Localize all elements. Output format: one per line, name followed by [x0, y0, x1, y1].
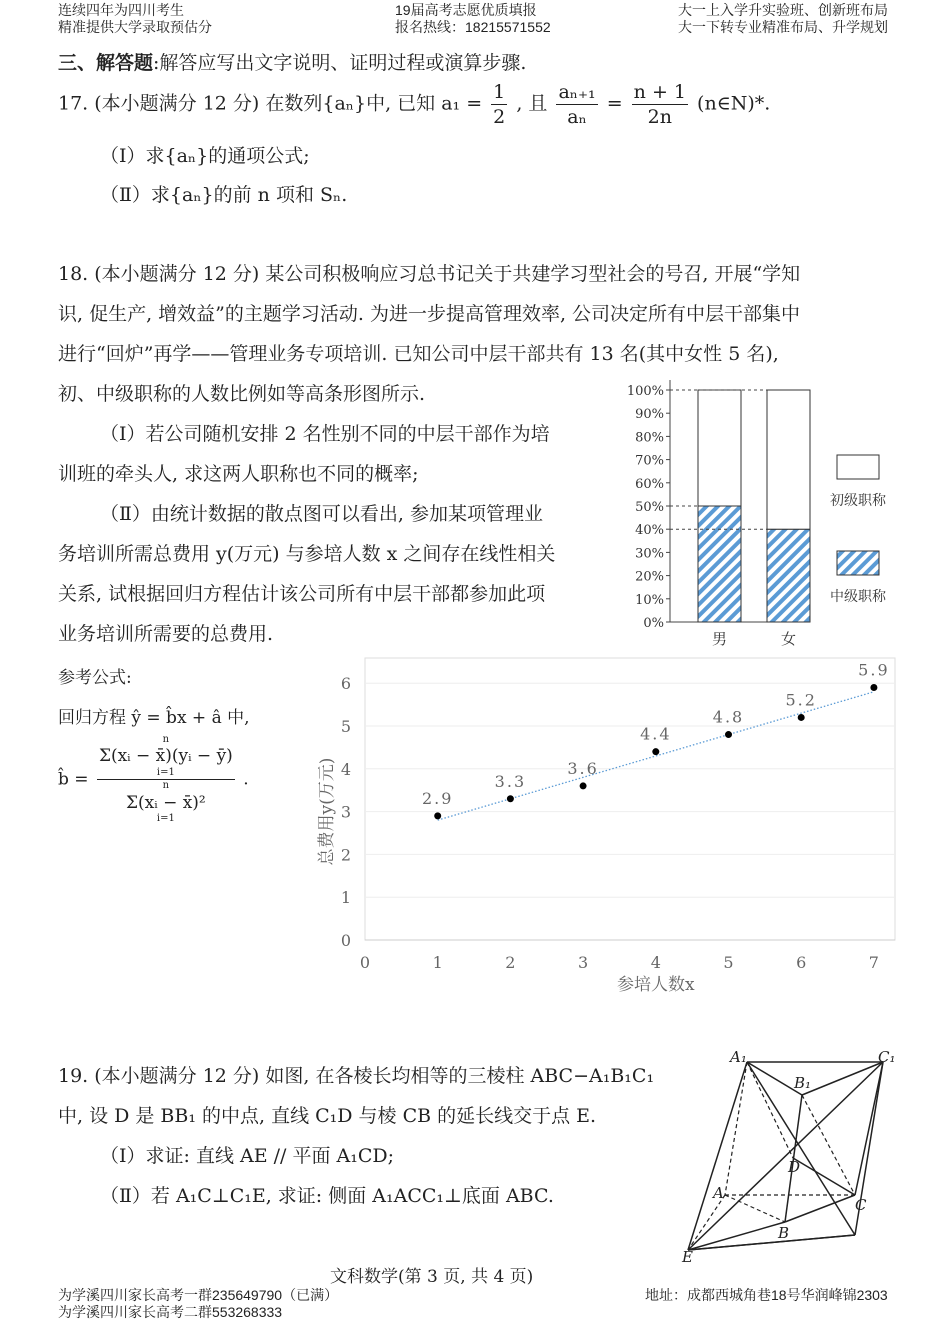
q17-stem	[58, 80, 770, 129]
prism-figure	[670, 1040, 910, 1265]
legend-swatch	[837, 551, 879, 575]
data-point	[798, 714, 805, 721]
data-label: 3.3	[494, 771, 527, 791]
label-e: E	[682, 1248, 693, 1265]
data-label: 4.4	[640, 724, 672, 744]
bar-segment-初级职称	[698, 390, 741, 506]
formula-numerator	[97, 735, 235, 780]
x-tick-label: 5	[723, 953, 734, 972]
y-tick-label: 6	[340, 674, 351, 694]
q19-part1: （Ⅰ）求证: 直线 AE // 平面 A₁CD;	[100, 1145, 395, 1167]
header-center	[395, 2, 551, 36]
y-tick-label: 4	[340, 759, 351, 779]
data-label: 3.6	[567, 758, 599, 778]
y-tick-label: 0	[340, 931, 351, 950]
q18-part1-line: 训班的牵头人, 求这两人职称也不同的概率;	[58, 463, 419, 485]
data-point	[652, 748, 659, 755]
y-tick-label: 90%	[635, 407, 664, 423]
y-tick-label: 10%	[635, 592, 664, 608]
rhs-fraction	[632, 80, 688, 129]
header-left-line: 精准提供大学录取预估分	[58, 19, 212, 35]
q17-mid: , 且	[516, 92, 548, 115]
data-point	[580, 782, 587, 789]
q17-part2: （Ⅱ）求{aₙ}的前 n 项和 Sₙ.	[100, 184, 348, 206]
q17-eq: =	[606, 92, 623, 115]
ratio-num: aₙ₊₁	[558, 81, 596, 103]
bar-segment-中级职称	[767, 529, 810, 622]
data-point	[725, 731, 732, 738]
footer-right: 地址：成都西城角巷18号华润峰锦2303	[645, 1287, 888, 1303]
a1-den: 2	[493, 106, 506, 128]
stacked-percent-bar-chart	[620, 375, 910, 655]
y-tick-label: 1	[340, 888, 351, 908]
label-b: B	[778, 1224, 790, 1242]
label-a1: A₁	[730, 1048, 747, 1066]
bar-segment-初级职称	[767, 390, 810, 529]
x-tick-label: 2	[505, 953, 516, 972]
x-tick-label: 3	[578, 953, 589, 972]
y-tick-label: 30%	[635, 546, 664, 562]
q17-part1: （Ⅰ）求{aₙ}的通项公式;	[100, 145, 310, 167]
y-tick-label: 20%	[635, 569, 664, 585]
legend-label: 中级职称	[830, 589, 886, 605]
sum-top: n	[162, 734, 170, 745]
q17-prefix: 17. (本小题满分 12 分) 在数列{aₙ}中, 已知 a₁ =	[58, 92, 483, 115]
prism-hidden-edges	[688, 1062, 855, 1250]
label-c: C	[855, 1196, 867, 1214]
a1-fraction	[491, 80, 507, 129]
legend-swatch	[837, 455, 879, 479]
q18-part2-line: 务培训所需总费用 y(万元) 与参培人数 x 之间存在线性相关	[58, 543, 556, 565]
ref-title: 参考公式:	[58, 668, 132, 688]
bar-segment-中级职称	[698, 506, 741, 622]
header-center-line: 19届高考志愿优质填报	[395, 2, 537, 18]
y-tick-label: 60%	[635, 476, 664, 492]
y-tick-label: 3	[340, 802, 351, 822]
ratio-fraction	[556, 80, 597, 129]
data-label: 5.2	[785, 690, 817, 710]
x-tick-label: 6	[796, 953, 807, 972]
ratio-den: aₙ	[567, 106, 587, 128]
header-right-line: 大一上入学升实验班、创新班布局	[678, 2, 888, 18]
a1-num: 1	[493, 81, 506, 103]
rhs-num: n + 1	[633, 81, 686, 103]
x-category-label: 女	[780, 630, 797, 648]
x-axis-title: 参培人数x	[617, 975, 695, 995]
page-number: 文科数学(第 3 页, 共 4 页)	[330, 1267, 534, 1287]
q18-line: 识, 促生产, 增效益”的主题学习活动. 为进一步提高管理效率, 公司决定所有中层干部集中	[58, 303, 801, 325]
y-tick-label: 40%	[635, 523, 664, 539]
x-tick-label: 4	[650, 953, 661, 972]
y-tick-label: 70%	[635, 453, 664, 469]
y-tick-label: 80%	[635, 430, 664, 446]
q18-line: 进行“回炉”再学——管理业务专项培训. 已知公司中层干部共有 13 名(其中女性 5 名),	[58, 343, 779, 365]
label-c1: C₁	[878, 1048, 896, 1066]
y-tick-label: 100%	[626, 384, 664, 399]
legend-label: 初级职称	[830, 493, 886, 509]
header-center-line: 报名热线：18215571552	[395, 19, 551, 35]
q17-suffix: (n∈N)*.	[697, 92, 771, 115]
section-title: 三、解答题	[58, 52, 154, 74]
label-b1: B₁	[794, 1074, 812, 1092]
q19-line: 中, 设 D 是 BB₁ 的中点, 直线 C₁D 与棱 CB 的延长线交于点 E.	[58, 1105, 597, 1127]
y-tick-label: 5	[340, 717, 351, 736]
sum-bottom: i=1	[156, 813, 175, 824]
q18-part1-line: （Ⅰ）若公司随机安排 2 名性别不同的中层干部作为培	[100, 423, 550, 445]
scatter-chart	[300, 650, 910, 1005]
formula-num-text: Σ(xᵢ − x̄)(yᵢ − ȳ)	[98, 746, 233, 766]
q19-part2: （Ⅱ）若 A₁C⊥C₁E, 求证: 侧面 A₁ACC₁⊥底面 ABC.	[100, 1185, 554, 1207]
header-right-line: 大一下转专业精准布局、升学规划	[678, 19, 888, 35]
header-right	[678, 2, 888, 36]
formula-fraction	[97, 735, 235, 824]
formula-lhs: b̂ =	[58, 769, 89, 790]
data-label: 2.9	[421, 788, 454, 808]
footer-left	[58, 1287, 338, 1321]
label-d: D	[788, 1158, 801, 1176]
q19-line: 19. (本小题满分 12 分) 如图, 在各棱长均相等的三棱柱 ABC−A₁B₁C₁	[58, 1065, 655, 1087]
q18-line: 18. (本小题满分 12 分) 某公司积极响应习总书记关于共建学习型社会的号召, 开展“学知	[58, 263, 801, 285]
trend-line	[438, 692, 874, 820]
y-tick-label: 50%	[635, 500, 664, 515]
footer-left-line: 为学溪四川家长高考一群235649790（已满）	[58, 1287, 339, 1303]
ref-formula	[58, 735, 249, 824]
x-category-label: 男	[711, 630, 728, 648]
y-tick-label: 2	[340, 845, 351, 865]
x-tick-label: 0	[359, 953, 371, 972]
data-point	[434, 812, 441, 819]
ref-regression: 回归方程 ŷ = b̂x + â 中,	[58, 708, 250, 728]
formula-end: .	[243, 769, 249, 790]
formula-denominator	[97, 780, 235, 824]
data-label: 4.8	[712, 707, 745, 727]
data-label: 5.9	[858, 660, 890, 680]
sum-top: n	[162, 780, 170, 791]
y-tick-label: 0%	[643, 616, 664, 631]
sum-bottom: i=1	[156, 767, 175, 778]
q18-part2-line: 关系, 试根据回归方程估计该公司所有中层干部都参加此项	[58, 583, 546, 605]
section-heading	[58, 52, 526, 74]
q18-line: 初、中级职称的人数比例如等高条形图所示.	[58, 383, 426, 405]
q18-part2-line: （Ⅱ）由统计数据的散点图可以看出, 参加某项管理业	[100, 503, 543, 525]
header-left-line: 连续四年为四川考生	[58, 2, 184, 18]
rhs-den: 2n	[647, 106, 672, 128]
y-axis-title: 总费用y(万元)	[317, 757, 337, 866]
x-tick-label: 1	[432, 953, 443, 972]
label-a: A	[713, 1184, 724, 1202]
q18-part2-line: 业务培训所需要的总费用.	[58, 623, 274, 645]
section-instruction: :解答应写出文字说明、证明过程或演算步骤.	[153, 52, 527, 74]
formula-den-text: Σ(xᵢ − x̄)²	[126, 793, 206, 813]
x-tick-label: 7	[868, 953, 879, 972]
header-left	[58, 2, 212, 36]
footer-left-line: 为学溪四川家长高考二群553268333	[58, 1304, 283, 1320]
data-point	[870, 684, 877, 691]
data-point	[507, 795, 514, 802]
